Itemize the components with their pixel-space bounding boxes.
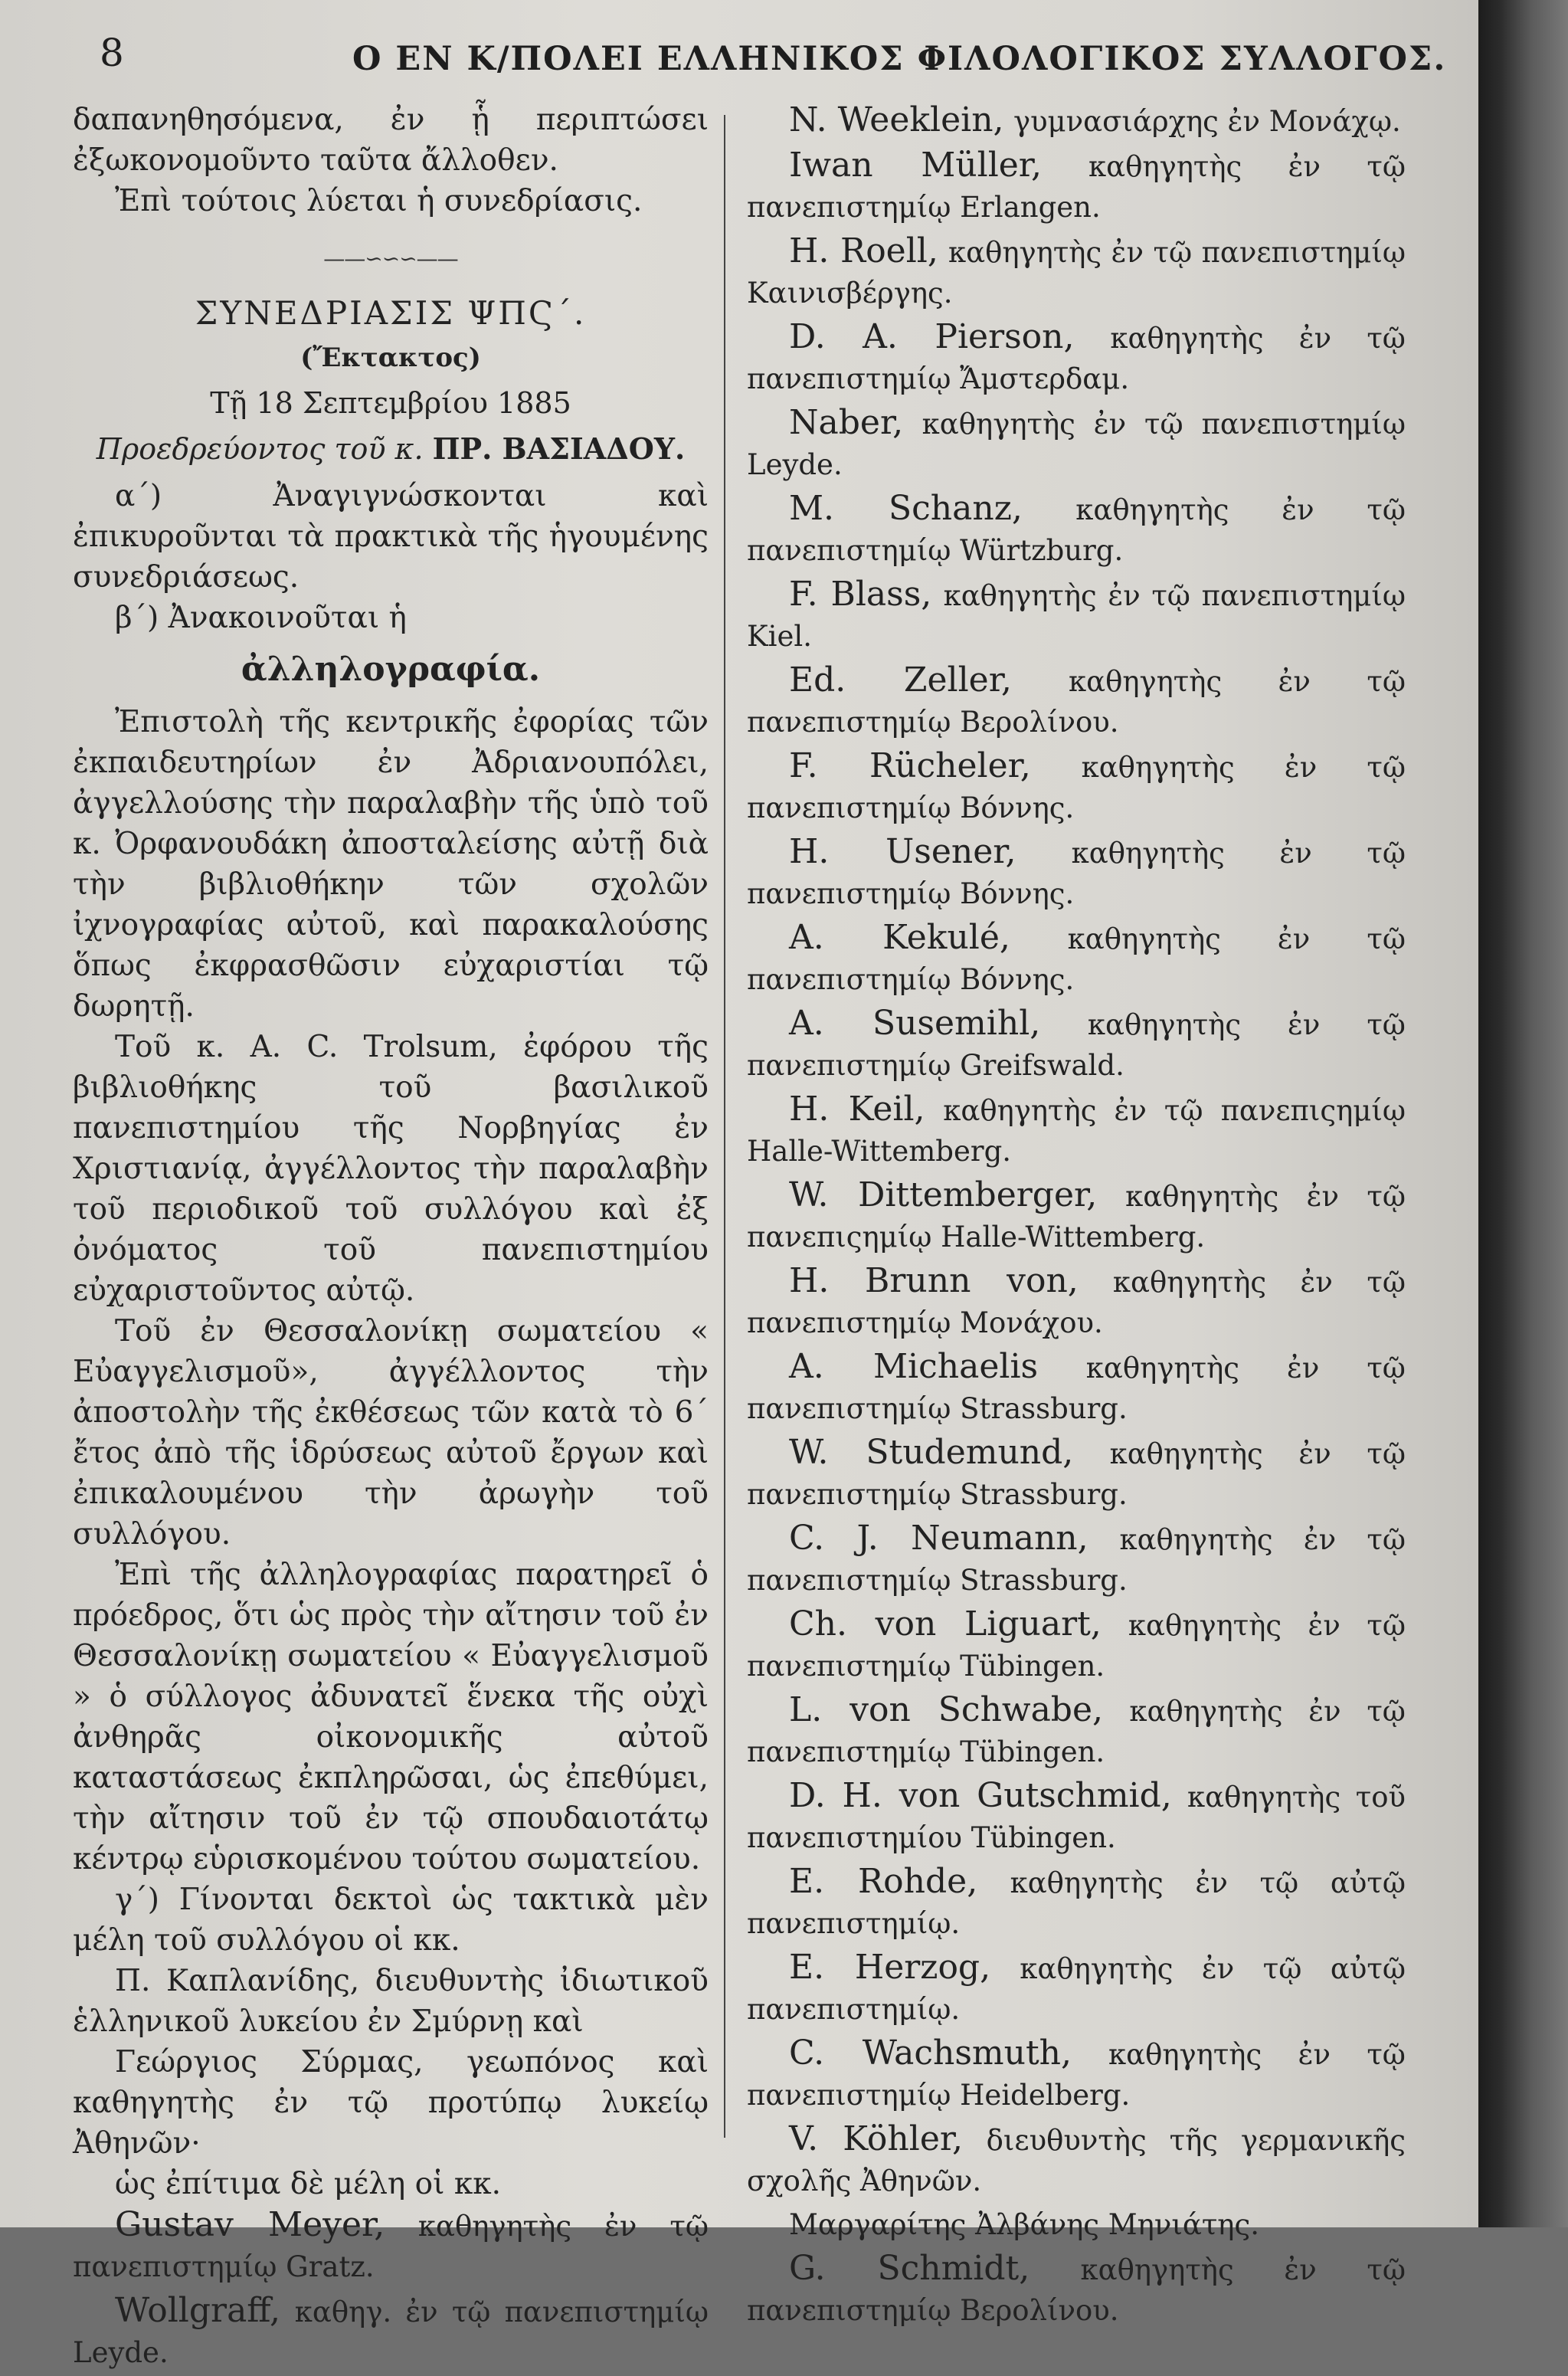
member-name: C. Wachsmuth,	[789, 2034, 1072, 2073]
paragraph: ὡς ἐπίτιμα δὲ μέλη οἱ κκ.	[115, 2167, 501, 2201]
page-header	[100, 31, 1447, 84]
member-name: H. Keil,	[789, 1090, 925, 1129]
member-title: καθηγητὴς ἐν τῷ πανεπιστημίῳ Würtzburg.	[747, 493, 1406, 567]
section-ornament: ——∽∽∽——	[323, 246, 458, 271]
member-title: καθηγητὴς ἐν τῷ πανεπιστημίῳ Heidelberg.	[747, 2038, 1406, 2112]
paragraph: Π. Καπλανίδης, διευθυντὴς ἰδιωτικοῦ ἑλληνικοῦ λυκείου ἐν Σμύρνῃ καὶ	[73, 1964, 709, 2039]
member-title: καθηγητὴς ἐν τῷ πανεπιστημίῳ Βερολίνου.	[747, 2253, 1406, 2327]
member-name: C. J. Neumann,	[789, 1519, 1088, 1558]
member-name: A. Michaelis	[789, 1347, 1039, 1386]
item-c: γ΄) Γίνονται δεκτοὶ ὡς τακτικὰ μὲν μέλη τοῦ συλλόγου οἱ κκ.	[73, 1883, 709, 1958]
member-title: καθηγητὴς ἐν τῷ πανεπιστημίῳ Βόννης.	[747, 837, 1406, 910]
member-entry	[747, 1861, 1406, 1944]
session-title: ΣΥΝΕΔΡΙΑΣΙΣ ΨΠϚ΄.	[195, 294, 587, 332]
member-name: L. von Schwabe,	[789, 1690, 1103, 1729]
member-title: καθηγητὴς ἐν τῷ πανεπιστημίῳ Strassburg.	[747, 1437, 1406, 1511]
member-title: καθηγητὴς ἐν τῷ πανεπιστημίῳ Βερολίνου.	[747, 665, 1406, 739]
member-name: M. Schanz,	[789, 489, 1023, 528]
member-entry	[747, 1175, 1406, 1257]
member-name: D. A. Pierson,	[789, 317, 1075, 356]
member-title: καθηγητὴς τοῦ πανεπιστημίου Tübingen.	[747, 1781, 1406, 1854]
member-entry	[747, 100, 1406, 142]
member-title: καθηγητὴς ἐν τῷ πανεπιστημίῳ Tübingen.	[747, 1609, 1406, 1683]
member-title: καθηγητὴς ἐν τῷ πανεπιστημίῳ Ἄμστερδαμ.	[747, 322, 1406, 395]
right-column	[747, 100, 1406, 2334]
session-type: (Ἔκτακτος)	[300, 342, 481, 373]
member-entry	[747, 1518, 1406, 1601]
member-entry	[747, 2119, 1406, 2201]
member-title: Μαργαρίτης Ἀλβάνης Μηνιάτης.	[789, 2208, 1259, 2241]
presiding-prefix: Προεδρεύοντος τοῦ κ.	[96, 432, 424, 466]
member-entry	[747, 2248, 1406, 2331]
correspondence-heading: ἀλληλογραφία.	[241, 650, 541, 689]
member-entry	[747, 1260, 1406, 1343]
member-entry	[747, 1947, 1406, 2030]
member-title: καθηγ. ἐν τῷ πανεπιστημίῳ Leyde.	[73, 2296, 709, 2369]
member-name: G. Schmidt,	[789, 2249, 1030, 2288]
member-entry	[747, 660, 1406, 742]
member-title: καθηγητὴς ἐν τῷ πανεπιστημίῳ Strassburg.	[747, 1523, 1406, 1597]
member-title: καθηγητὴς ἐν τῷ πανεπιστημίῳ Kiel.	[747, 579, 1406, 653]
presiding-line	[73, 428, 709, 470]
member-title: καθηγητὴς ἐν τῷ πανεπιστημίῳ Βόννης.	[747, 923, 1406, 996]
member-title: καθηγητὴς ἐν τῷ πανεπιςημίῳ Halle-Wittemberg.	[747, 1094, 1406, 1168]
paragraph: Τοῦ κ. A. C. Trolsum, ἐφόρου τῆς βιβλιοθήκης τοῦ βασιλικοῦ πανεπιστημίου τῆς Νορβηγίας ἐν Χριστιανίᾳ, ἀγγέλλοντος τὴν παραλαβὴν τοῦ περιοδικοῦ τοῦ συλλόγου καὶ ἐξ ὀνόματος τοῦ πανεπιστημίου εὐχαριστοῦντος αὐτῷ.	[73, 1030, 709, 1308]
member-name: F. Rücheler,	[789, 746, 1031, 785]
member-title: καθηγητὴς ἐν τῷ πανεπιστημίῳ Erlangen.	[747, 150, 1406, 224]
member-title: καθηγητὴς ἐν τῷ πανεπιστημίῳ Μονάχου.	[747, 1266, 1406, 1339]
member-name: D. H. von Gutschmid,	[789, 1776, 1172, 1815]
member-entry	[747, 917, 1406, 1000]
member-entry	[747, 831, 1406, 914]
member-entry	[747, 1432, 1406, 1515]
member-name: Ch. von Liguart,	[789, 1604, 1102, 1644]
member-title: καθηγητὴς ἐν τῷ αὐτῷ πανεπιστημίῳ.	[747, 1952, 1406, 2026]
member-name: N. Weeklein,	[789, 100, 1004, 139]
member-name: A. Susemihl,	[789, 1004, 1041, 1043]
member-title: διευθυντὴς τῆς γερμανικῆς σχολῆς Ἀθηνῶν.	[747, 2124, 1406, 2197]
member-entry	[747, 1775, 1406, 1858]
item-a: α΄) Ἀναγιγνώσκονται καὶ ἐπικυροῦνται τὰ πρακτικὰ τῆς ἡγουμένης συνεδριάσεως.	[73, 479, 709, 595]
member-name: Ed. Zeller,	[789, 660, 1012, 700]
running-title: Ο ΕΝ Κ/ΠΟΛΕΙ ΕΛΛΗΝΙΚΟΣ ΦΙΛΟΛΟΓΙΚΟΣ ΣΥΛΛΟΓΟΣ.	[352, 40, 1447, 78]
member-entry	[747, 402, 1406, 485]
book-spine-shadow	[1478, 0, 1568, 2227]
page-number: 8	[100, 31, 124, 75]
member-entry	[747, 231, 1406, 313]
member-name: A. Kekulé,	[789, 918, 1010, 957]
member-name: V. Köhler,	[789, 2119, 964, 2158]
member-title: καθηγητὴς ἐν τῷ πανεπιστημίῳ Καινισβέργης.	[747, 236, 1406, 310]
member-name: W. Studemund,	[789, 1433, 1074, 1472]
opening-paragraph: δαπανηθησόμενα, ἐν ᾗ περιπτώσει ἐξωκονομοῦντο ταῦτα ἄλλοθεν.	[73, 103, 709, 178]
member-name: Wollgraff,	[115, 2291, 280, 2330]
member-entry	[747, 1689, 1406, 1772]
member-name: H. Roell,	[789, 231, 938, 270]
member-name: H. Brunn von,	[789, 1261, 1079, 1300]
column-divider	[724, 115, 725, 2138]
member-name: F. Blass,	[789, 575, 932, 614]
member-entry	[747, 1089, 1406, 1172]
item-b: β΄) Ἀνακοινοῦται ἡ	[115, 601, 407, 635]
session-date: Τῇ 18 Σεπτεμβρίου 1885	[210, 386, 571, 420]
paragraph: Ἐπιστολὴ τῆς κεντρικῆς ἐφορίας τῶν ἐκπαιδευτηρίων ἐν Ἀδριανουπόλει, ἀγγελλούσης τὴν παραλαβὴν τῆς ὑπὸ τοῦ κ. Ὀρφανουδάκη ἀποσταλείσης αὐτῇ διὰ τὴν βιβλιοθήκην τῶν σχολῶν ἰχνογραφίας αὐτοῦ, καὶ παρακαλούσης ὅπως ἐκφρασθῶσιν εὐχαριστίαι τῷ δωρητῇ.	[73, 705, 709, 1024]
member-title: καθηγητὴς ἐν τῷ πανεπιστημίῳ Gratz.	[73, 2210, 709, 2283]
member-entry	[747, 2033, 1406, 2115]
member-entry	[747, 574, 1406, 657]
member-name: Iwan Müller,	[789, 146, 1042, 185]
member-title: καθηγητὴς ἐν τῷ αὐτῷ πανεπιστημίῳ.	[747, 1866, 1406, 1940]
left-column	[73, 100, 709, 2376]
member-entry	[73, 2204, 709, 2287]
member-entry	[747, 2204, 1406, 2245]
paragraph: Τοῦ ἐν Θεσσαλονίκῃ σωματείου « Εὐαγγελισμοῦ», ἀγγέλλοντος τὴν ἀποστολὴν τῆς ἐκθέσεως τῶν κατὰ τὸ 6΄ ἔτος ἀπὸ τῆς ἱδρύσεως αὐτοῦ ἔργων καὶ ἐπικαλουμένου τὴν ἀρωγὴν τοῦ συλλόγου.	[73, 1314, 709, 1552]
member-title: καθηγητὴς ἐν τῷ πανεπιστημίῳ Βόννης.	[747, 751, 1406, 824]
paragraph: Ἐπὶ τῆς ἀλληλογραφίας παρατηρεῖ ὁ πρόεδρος, ὅτι ὡς πρὸς τὴν αἴτησιν τοῦ ἐν Θεσσαλονίκῃ σωματείου « Εὐαγγελισμοῦ » ὁ σύλλογος ἀδυνατεῖ ἕνεκα τῆς οὐχὶ ἀνθηρᾶς οἰκονομικῆς αὐτοῦ καταστάσεως ἐκπληρῶσαι, ὡς ἐπεθύμει, τὴν αἴτησιν τοῦ ἐν τῷ σπουδαιοτάτῳ κέντρῳ εὑρισκομένου τούτου σωματείου.	[73, 1558, 709, 1876]
member-name: E. Rohde,	[789, 1862, 978, 1901]
member-title: καθηγητὴς ἐν τῷ πανεπιστημίῳ Leyde.	[747, 408, 1406, 481]
member-entry	[747, 316, 1406, 399]
member-title: καθηγητὴς ἐν τῷ πανεπιστημίῳ Strassburg.	[747, 1352, 1406, 1425]
closing-paragraph: Ἐπὶ τούτοις λύεται ἡ συνεδρίασις.	[115, 184, 643, 218]
paragraph: Γεώργιος Σύρμας, γεωπόνος καὶ καθηγητὴς ἐν τῷ προτύπῳ λυκείῳ Ἀθηνῶν·	[73, 2045, 709, 2161]
member-title: γυμνασιάρχης ἐν Μονάχῳ.	[1013, 105, 1401, 138]
presiding-name: ΠΡ. ΒΑΣΙΑΔΟΥ.	[432, 431, 686, 466]
member-entry	[747, 1346, 1406, 1429]
member-entry	[747, 145, 1406, 228]
member-title: καθηγητὴς ἐν τῷ πανεπιστημίῳ Greifswald.	[747, 1008, 1406, 1082]
member-entry	[747, 1604, 1406, 1686]
member-name: W. Dittemberger,	[789, 1175, 1098, 1214]
member-name: Naber,	[789, 403, 904, 442]
member-entry	[73, 2290, 709, 2373]
member-entry	[747, 746, 1406, 828]
member-title: καθηγητὴς ἐν τῷ πανεπιστημίῳ Tübingen.	[747, 1695, 1406, 1768]
member-title: καθηγητὴς ἐν τῷ πανεπιςημίῳ Halle-Wittemberg.	[747, 1180, 1406, 1254]
member-name: Gustav Meyer,	[115, 2205, 385, 2244]
member-entry	[747, 1003, 1406, 1086]
member-name: E. Herzog,	[789, 1948, 991, 1987]
member-entry	[747, 488, 1406, 571]
member-name: H. Usener,	[789, 832, 1016, 871]
